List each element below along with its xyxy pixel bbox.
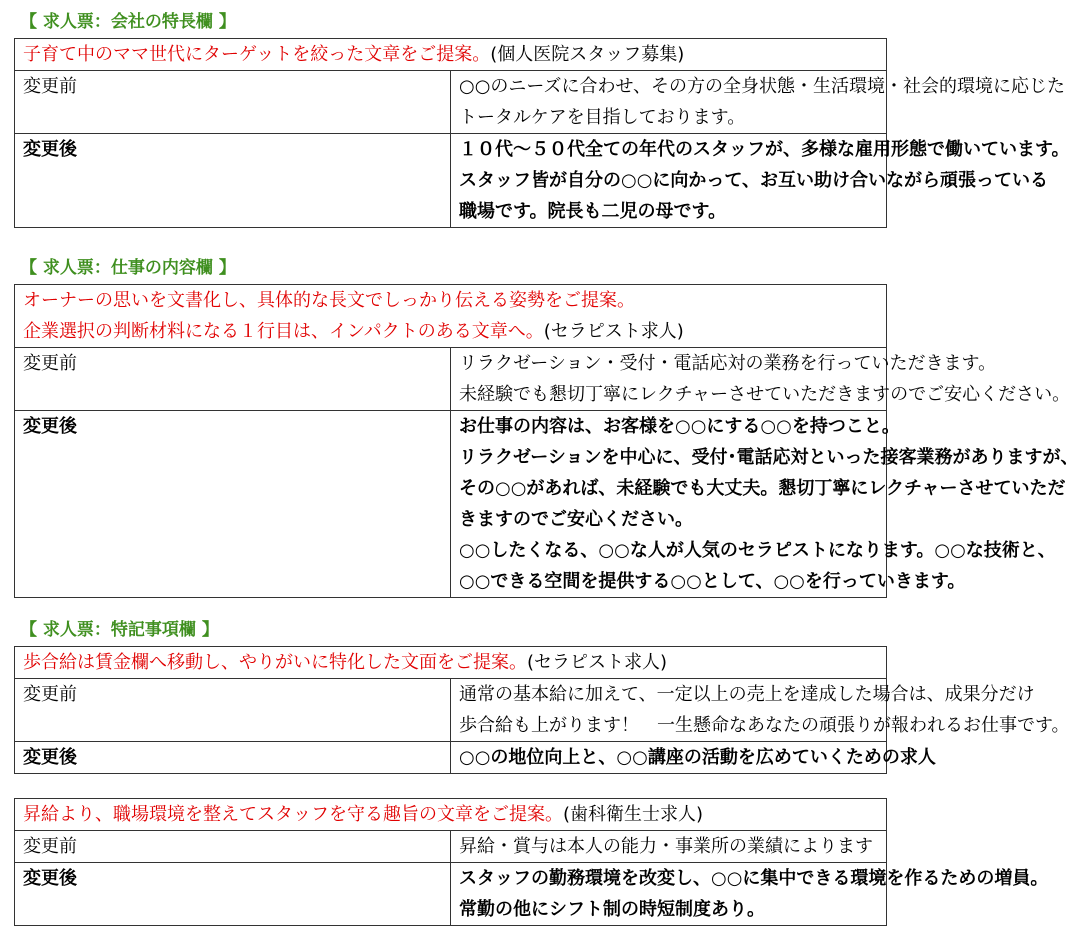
text-line: 歩合給も上がります！ 一生懸命なあなたの頑張りが報われるお仕事です。 [459,715,1070,736]
text-line: スタッフの勤務環境を改変し、○○に集中できる環境を作るための増員。 [459,868,1049,889]
text-line: お仕事の内容は、お客様を○○にする○○を持つこと。 [459,416,900,437]
before-label: 変更前 [15,348,451,411]
section-salary-raise [14,798,1049,926]
proposal-text: 歩合給は賃金欄へ移動し、やりがいに特化した文面をご提案。 [23,652,527,673]
proposal-text: 子育て中のママ世代にターゲットを絞った文章をご提案。 [23,44,491,65]
section-job-content [14,252,1079,598]
proposal-line [23,39,880,70]
proposal-note: (セラピスト求人) [527,652,668,673]
comparison-table [14,38,1070,228]
text-line: リラクゼーション・受付・電話応対の業務を行っていただきます。 [459,353,997,374]
before-label: 変更前 [15,71,451,134]
text-line: 通常の基本給に加えて、一定以上の売上を達成した場合は、成果分だけ [459,684,1035,705]
proposal-line [23,799,880,830]
text-line: 常勤の他にシフト制の時短制度あり。 [459,899,765,920]
text-line: ○○のニーズに合わせ、その方の全身状態・生活環境・社会的環境に応じた [459,76,1065,97]
before-text [451,679,1070,742]
text-line: 職場です。院長も二児の母です。 [459,201,727,222]
after-text [451,134,1070,228]
after-label: 変更後 [15,742,451,774]
before-text [451,831,887,863]
proposal-text: 企業選択の判断材料になる１行目は、インパクトのある文章へ。 [23,321,544,342]
text-line: ○○したくなる、○○な人が人気のセラピストになります。○○な技術と、 [459,540,1056,561]
comparison-table [14,798,1049,926]
before-label: 変更前 [15,831,451,863]
proposal-note: (歯科衛生士求人) [563,804,704,825]
proposal-cell [15,39,887,71]
proposal-line [23,316,880,347]
after-text [451,863,1049,926]
text-line: １０代～５０代全ての年代のスタッフが、多様な雇用形態で働いています。 [459,139,1070,160]
text-line: リラクゼーションを中心に、受付･電話応対といった接客業務がありますが、 [459,447,1079,468]
after-label: 変更後 [15,863,451,926]
proposal-cell [15,285,887,348]
comparison-table [14,284,1079,598]
after-text [451,411,1079,598]
text-line: 未経験でも懇切丁寧にレクチャーさせていただきますのでご安心ください。 [459,384,1071,405]
proposal-note: (セラピスト求人) [543,321,684,342]
section-company-features [14,6,1070,228]
text-line: ○○できる空間を提供する○○として、○○を行っていきます。 [459,571,966,592]
text-line: 昇給・賞与は本人の能力・事業所の業績によります [459,836,873,857]
proposal-line [23,647,880,678]
section-heading: 【 求人票：会社の特長欄 】 [20,12,236,32]
text-line: スタッフ皆が自分の○○に向かって、お互い助け合いながら頑張っている [459,170,1049,191]
text-line: その○○があれば、未経験でも大丈夫。懇切丁寧にレクチャーさせていただ [459,478,1066,499]
before-text [451,71,1065,134]
after-text [451,742,936,774]
before-text [451,348,1071,411]
section-heading: 【 求人票：特記事項欄 】 [20,620,219,640]
proposal-text: 昇給より、職場環境を整えてスタッフを守る趣旨の文章をご提案。 [23,804,563,825]
comparison-table [14,646,1070,774]
text-line: ○○の地位向上と、○○講座の活動を広めていくための求人 [459,747,936,768]
after-label: 変更後 [15,134,451,228]
proposal-line [23,285,880,316]
proposal-cell [15,647,887,679]
section-special-notes [14,614,1070,774]
proposal-text: オーナーの思いを文書化し、具体的な長文でしっかり伝える姿勢をご提案。 [23,290,635,311]
section-heading: 【 求人票：仕事の内容欄 】 [20,258,236,278]
after-label: 変更後 [15,411,451,598]
proposal-cell [15,799,887,831]
before-label: 変更前 [15,679,451,742]
text-line: きますのでご安心ください。 [459,509,693,530]
proposal-note: (個人医院スタッフ募集) [490,44,685,65]
text-line: トータルケアを目指しております。 [459,107,746,128]
